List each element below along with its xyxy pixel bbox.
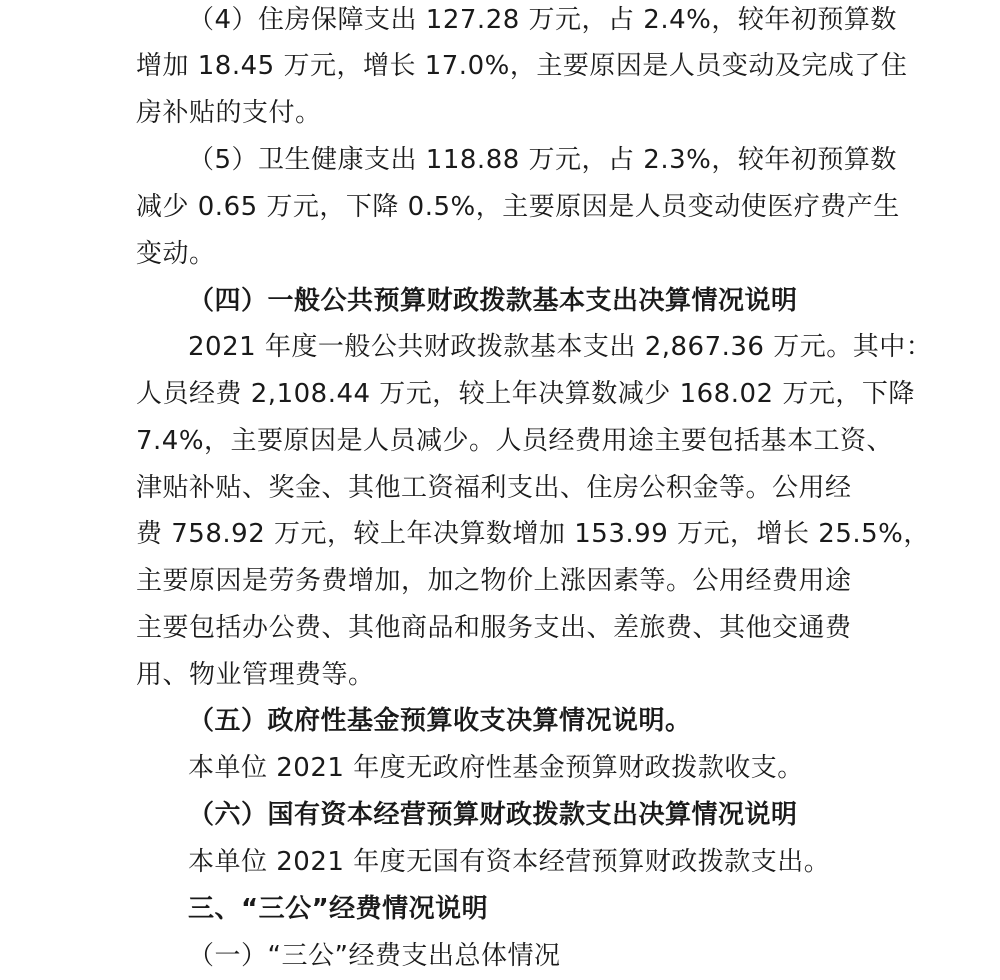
paragraph-basic-line-8: 用、物业管理费等。 — [136, 660, 375, 690]
section-heading-state-capital: （六）国有资本经营预算财政拨款支出决算情况说明 — [188, 800, 798, 830]
paragraph-basic-line-5: 费 758.92 万元，较上年决算数增加 153.99 万元，增长 25.5%， — [136, 519, 930, 549]
paragraph-basic-line-3: 7.4%，主要原因是人员减少。人员经费用途主要包括基本工资、 — [136, 426, 894, 456]
paragraph-health-line-3: 变动。 — [136, 239, 216, 269]
paragraph-basic-line-2: 人员经费 2,108.44 万元，较上年决算数减少 168.02 万元，下降 — [136, 379, 915, 409]
section-heading-basic-expenditure: （四）一般公共预算财政拨款基本支出决算情况说明 — [188, 286, 798, 316]
section-heading-government-fund: （五）政府性基金预算收支决算情况说明。 — [188, 706, 692, 736]
paragraph-state-capital: 本单位 2021 年度无国有资本经营预算财政拨款支出。 — [188, 847, 831, 877]
paragraph-basic-line-1: 2021 年度一般公共财政拨款基本支出 2,867.36 万元。其中： — [188, 332, 933, 362]
paragraph-basic-line-7: 主要包括办公费、其他商品和服务支出、差旅费、其他交通费 — [136, 613, 852, 643]
section-heading-three-public-overall: （一）“三公”经费支出总体情况 — [188, 941, 561, 971]
paragraph-housing-line-3: 房补贴的支付。 — [136, 98, 322, 128]
chapter-heading-three-public: 三、“三公”经费情况说明 — [188, 894, 489, 924]
paragraph-health-line-2: 减少 0.65 万元，下降 0.5%，主要原因是人员变动使医疗费产生 — [136, 192, 900, 222]
paragraph-basic-line-4: 津贴补贴、奖金、其他工资福利支出、住房公积金等。公用经 — [136, 473, 852, 503]
paragraph-basic-line-6: 主要原因是劳务费增加，加之物价上涨因素等。公用经费用途 — [136, 566, 852, 596]
paragraph-health-line-1: （5）卫生健康支出 118.88 万元，占 2.3%，较年初预算数 — [188, 145, 897, 175]
paragraph-housing-line-2: 增加 18.45 万元，增长 17.0%，主要原因是人员变动及完成了住 — [136, 51, 908, 81]
paragraph-housing-line-1: （4）住房保障支出 127.28 万元，占 2.4%，较年初预算数 — [188, 5, 897, 35]
paragraph-government-fund: 本单位 2021 年度无政府性基金预算财政拨款收支。 — [188, 753, 804, 783]
